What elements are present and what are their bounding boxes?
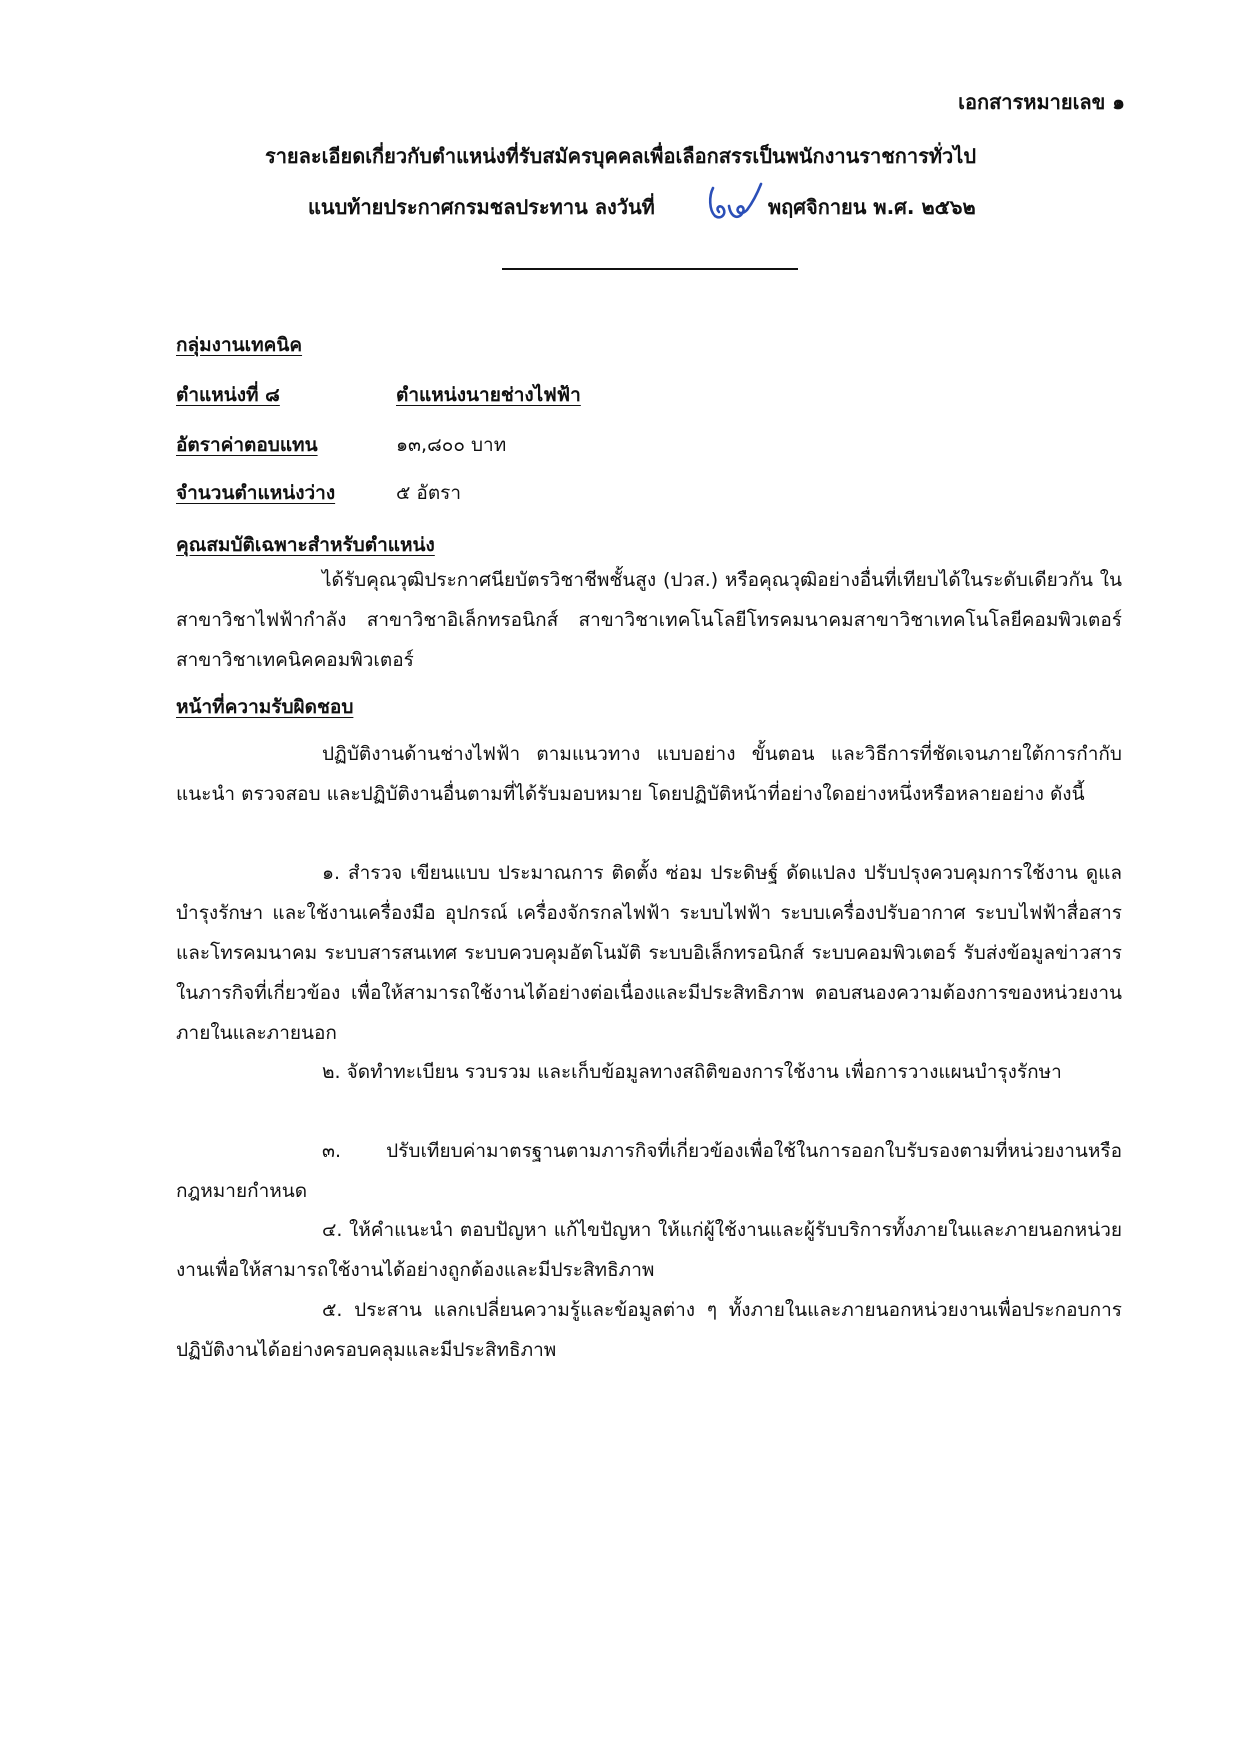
announcement-date-prefix: แนบท้ายประกาศกรมชลประทาน ลงวันที่ — [308, 195, 655, 219]
salary-value: ๑๓,๘๐๐ บาท — [396, 434, 507, 456]
duty-item-1-text: ๑. สำรวจ เขียนแบบ ประมาณการ ติดตั้ง ซ่อม ประดิษฐ์ ดัดแปลง ปรับปรุงควบคุมการใช้งาน ดูแล บำรุงรักษา และใช้งานเครื่องมือ อุปกรณ์ เครื่องจักรกลไฟฟ้า ระบบไฟฟ้า ระบบเครื่องปรับอากาศ ระบบไฟฟ้าสื่อสารและโทรคมนาคม ระบบสารสนเทศ ระบบควบคุมอัตโนมัติ ระบบอิเล็กทรอนิกส์ ระบบคอมพิวเตอร์ รับส่งข้อมูลข่าวสาร ในภารกิจที่เกี่ยวข้อง เพื่อให้สามารถใช้งานได้อย่างต่อเนื่องและมีประสิทธิภาพ ตอบสนองความต้องการของหน่วยงานภายในและภายนอก — [176, 862, 1122, 1044]
position-group: กลุ่มงานเทคนิค — [176, 334, 303, 356]
duty-item-3-text: ๓. ปรับเทียบค่ามาตรฐานตามภารกิจที่เกี่ยวข้องเพื่อใช้ในการออกใบรับรองตามที่หน่วยงานหรือกฎหมายกำหนด — [176, 1140, 1122, 1202]
qualifications-text — [176, 560, 1122, 680]
qualifications-body: ได้รับคุณวุฒิประกาศนียบัตรวิชาชีพชั้นสูง (ปวส.) หรือคุณวุฒิอย่างอื่นที่เทียบได้ในระดับเดียวกัน ในสาขาวิชาไฟฟ้ากำลัง สาขาวิชาอิเล็กทรอนิกส์ สาขาวิชาเทคโนโลยีโทรคมนาคมสาขาวิชาเทคโนโลยีคอมพิวเตอร์สาขาวิชาเทคนิคคอมพิวเตอร์ — [176, 569, 1122, 671]
position-name: ตำแหน่งนายช่างไฟฟ้า — [396, 384, 581, 406]
duty-item-4-text: ๔. ให้คำแนะนำ ตอบปัญหา แก้ไขปัญหา ให้แก่ผู้ใช้งานและผู้รับบริการทั้งภายในและภายนอกหน่วยงานเพื่อให้สามารถใช้งานได้อย่างถูกต้องและมีประสิทธิภาพ — [176, 1219, 1122, 1281]
duty-item-5-text: ๕. ประสาน แลกเปลี่ยนความรู้และข้อมูลต่าง ๆ ทั้งภายในและภายนอกหน่วยงานเพื่อประกอบการปฏิบัติงานได้อย่างครอบคลุมและมีประสิทธิภาพ — [176, 1299, 1122, 1361]
qualifications-heading: คุณสมบัติเฉพาะสำหรับตำแหน่ง — [176, 534, 435, 556]
duties-intro-text: ปฏิบัติงานด้านช่างไฟฟ้า ตามแนวทาง แบบอย่าง ขั้นตอน และวิธีการที่ชัดเจนภายใต้การกำกับ แนะนำ ตรวจสอบ และปฏิบัติงานอื่นตามที่ได้รับมอบหมาย โดยปฏิบัติหน้าที่อย่างใดอย่างหนึ่งหรือหลายอย่าง ดังนี้ — [176, 743, 1122, 805]
duty-item — [176, 1290, 1122, 1370]
duty-item — [176, 1210, 1122, 1290]
duty-item — [176, 1131, 1122, 1211]
vacancy-label: จำนวนตำแหน่งว่าง — [176, 482, 336, 504]
vacancy-value: ๕ อัตรา — [396, 482, 462, 504]
duties-heading: หน้าที่ความรับผิดชอบ — [176, 696, 354, 718]
duty-item — [176, 853, 1122, 1053]
duty-item-2-text: ๒. จัดทำทะเบียน รวบรวม และเก็บข้อมูลทางสถิติของการใช้งาน เพื่อการวางแผนบำรุงรักษา — [322, 1061, 1062, 1083]
announcement-date-suffix: พฤศจิกายน พ.ศ. ๒๕๖๒ — [768, 195, 976, 219]
duty-item — [176, 1052, 1122, 1092]
position-number-label: ตำแหน่งที่ ๘ — [176, 384, 280, 406]
title-divider — [502, 268, 798, 270]
salary-label: อัตราค่าตอบแทน — [176, 434, 318, 456]
document-title: รายละเอียดเกี่ยวกับตำแหน่งที่รับสมัครบุคคลเพื่อเลือกสรรเป็นพนักงานราชการทั่วไป — [264, 144, 977, 168]
document-number: เอกสารหมายเลข ๑ — [958, 90, 1125, 114]
handwritten-day-number — [705, 178, 765, 226]
duties-intro — [176, 734, 1122, 814]
